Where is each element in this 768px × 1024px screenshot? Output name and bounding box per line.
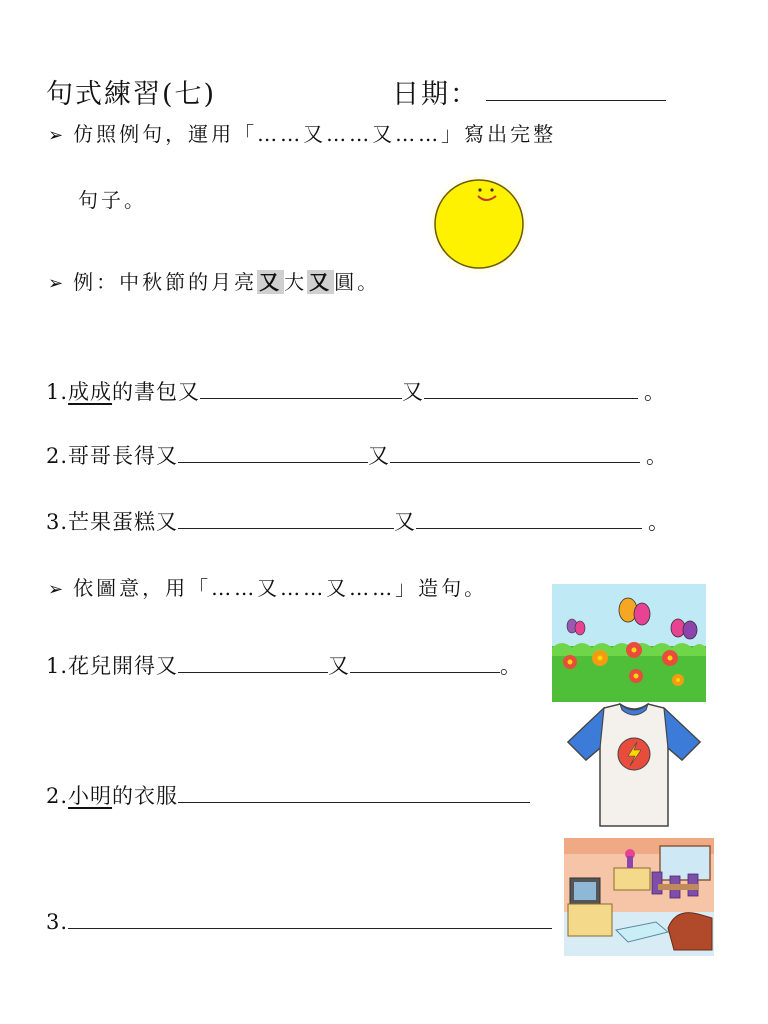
row-connector: 又: [394, 510, 417, 534]
flowers-butterflies-picture: [552, 584, 706, 702]
row-stem: 的書包又: [112, 380, 201, 404]
answer-blank-3a[interactable]: [178, 508, 394, 529]
date-field[interactable]: [486, 78, 666, 101]
row-connector: 又: [368, 444, 391, 468]
row-number: 2.: [46, 784, 69, 808]
example-highlight-2: 又: [309, 270, 333, 294]
example-prefix: 例：中秋節的月亮: [73, 270, 258, 294]
living-room-picture: [564, 838, 714, 956]
arrow-bullet-icon: ➢: [48, 125, 64, 146]
row-number: 1.: [46, 654, 69, 678]
row-connector: 又: [328, 654, 351, 678]
exercise-3-row: [46, 506, 670, 536]
row-stem: 芒果蛋糕又: [68, 510, 179, 534]
row-end: 。: [648, 510, 671, 534]
row-stem: 花兒開得又: [68, 654, 179, 678]
row-end: 。: [646, 444, 669, 468]
date-label: 日期：: [392, 79, 479, 110]
row-end: 。: [500, 654, 523, 678]
arrow-bullet-icon: ➢: [48, 273, 64, 294]
instruction-1-line-2: 句子。: [78, 188, 147, 212]
row-number: 1.: [46, 380, 69, 404]
row-number: 2.: [46, 444, 69, 468]
answer-blank-3b[interactable]: [416, 508, 642, 529]
instruction-1-line-1: 仿照例句，運用「……又……又……」寫出完整: [73, 122, 557, 146]
answer-blank-p1b[interactable]: [350, 652, 500, 673]
picture-exercise-3-row: [46, 908, 552, 934]
answer-blank-p1a[interactable]: [178, 652, 328, 673]
answer-blank-2b[interactable]: [390, 442, 640, 463]
answer-blank-1b[interactable]: [424, 378, 638, 399]
tshirt-picture: [564, 702, 704, 830]
row-subject: 成成: [68, 380, 113, 404]
row-number: 3.: [46, 510, 69, 534]
instruction-1: [48, 118, 556, 147]
row-end: 。: [644, 380, 667, 404]
exercise-1-row: [46, 376, 666, 406]
answer-blank-1a[interactable]: [200, 378, 402, 399]
answer-blank-p3[interactable]: [68, 908, 552, 929]
instruction-2-text: 依圖意，用「……又……又……」造句。: [73, 576, 488, 600]
row-number: 3.: [46, 910, 69, 934]
example-word-1: 大: [284, 270, 308, 294]
row-stem: 的衣服: [112, 784, 179, 808]
exercise-2-row: [46, 440, 668, 470]
example-word-2: 圓。: [334, 270, 381, 294]
arrow-bullet-icon: ➢: [48, 579, 64, 600]
smiling-moon-icon: [424, 172, 534, 276]
picture-exercise-1-row: [46, 650, 522, 680]
row-connector: 又: [402, 380, 425, 404]
instruction-2: [48, 572, 487, 601]
page-title: 句式練習(七): [46, 79, 217, 110]
row-subject: 小明: [68, 784, 113, 808]
answer-blank-p2[interactable]: [178, 782, 530, 803]
answer-blank-2a[interactable]: [178, 442, 368, 463]
example-sentence: [48, 266, 380, 295]
row-stem: 哥哥長得又: [68, 444, 179, 468]
picture-exercise-2-row: [46, 780, 530, 810]
example-highlight-1: 又: [259, 270, 283, 294]
